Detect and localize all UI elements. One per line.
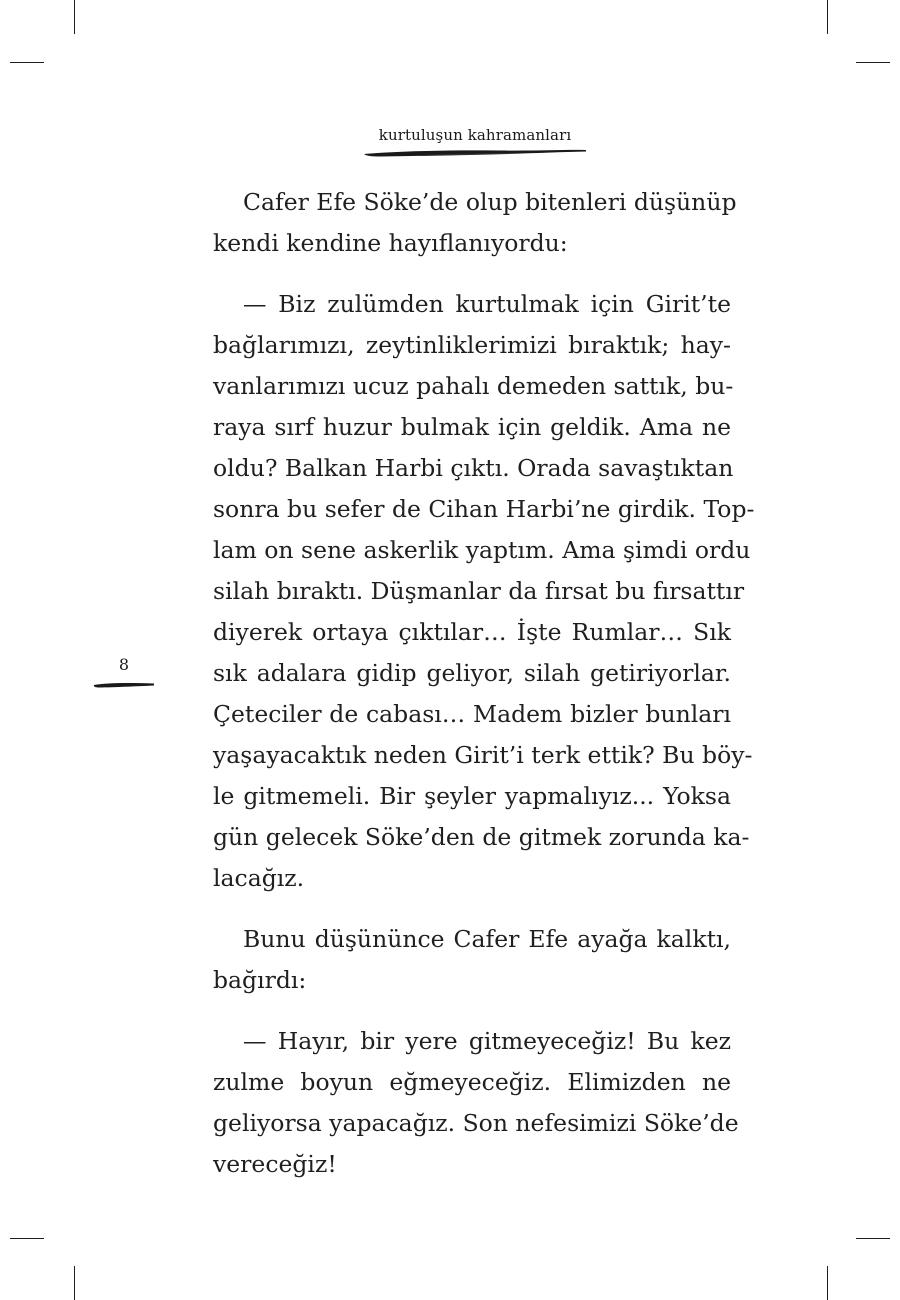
crop-mark-top-right xyxy=(827,0,828,34)
text-line: oldu? Balkan Harbi çıktı. Orada savaştıktan xyxy=(213,454,734,482)
text-line: le gitmemeli. Bir şeyler yapmalıyız... Yoksa xyxy=(213,782,731,810)
text-line: Çeteciler de cabası… Madem bizler bunları xyxy=(213,700,731,728)
text-line: sonra bu sefer de Cihan Harbi’ne girdik. Top- xyxy=(213,495,755,523)
text-line: geliyorsa yapacağız. Son nefesimizi Söke’de xyxy=(213,1109,739,1137)
text-line: kendi kendine hayıflanıyordu: xyxy=(213,229,568,257)
paragraph-3 xyxy=(213,919,731,1001)
text-line: raya sırf huzur bulmak için geldik. Ama ne xyxy=(213,413,731,441)
text-line: silah bıraktı. Düşmanlar da fırsat bu fırsattır xyxy=(213,577,745,605)
page-number-brush-stroke xyxy=(92,680,156,690)
crop-mark-right-top xyxy=(856,62,890,63)
text-line: bağırdı: xyxy=(213,966,307,994)
page-number xyxy=(92,655,156,690)
text-line: sık adalara gidip geliyor, silah getiriyorlar. xyxy=(213,659,731,687)
page-number-text: 8 xyxy=(118,655,130,674)
text-line: zulme boyun eğmeyeceğiz. Elimizden ne xyxy=(213,1068,731,1096)
text-line: lacağız. xyxy=(213,864,305,892)
running-header-title: kurtuluşun kahramanları xyxy=(378,126,572,144)
text-line: yaşayacaktık neden Girit’i terk ettik? Bu böy- xyxy=(213,741,753,769)
paragraph-1 xyxy=(213,182,737,264)
crop-mark-left-bottom xyxy=(10,1238,44,1239)
text-line: bağlarımızı, zeytinliklerimizi bıraktık; hay- xyxy=(213,331,731,359)
text-line: Bunu düşününce Cafer Efe ayağa kalktı, xyxy=(243,925,731,953)
text-line: Cafer Efe Söke’de olup bitenleri düşünüp xyxy=(243,188,737,216)
body-text xyxy=(213,182,755,1185)
text-line: vanlarımızı ucuz pahalı demeden sattık, bu- xyxy=(213,372,734,400)
text-line: lam on sene askerlik yaptım. Ama şimdi ordu xyxy=(213,536,751,564)
text-line: diyerek ortaya çıktılar… İşte Rumlar… Sık xyxy=(213,618,731,646)
crop-mark-bottom-right xyxy=(827,1266,828,1300)
crop-mark-left-top xyxy=(10,62,44,63)
text-line: — Hayır, bir yere gitmeyeceğiz! Bu kez xyxy=(243,1027,731,1055)
crop-mark-bottom-left xyxy=(74,1266,75,1300)
crop-mark-top-left xyxy=(74,0,75,34)
text-line: — Biz zulümden kurtulmak için Girit’te xyxy=(243,290,731,318)
running-header xyxy=(360,126,590,159)
paragraph-2 xyxy=(213,284,755,899)
brush-stroke-ornament xyxy=(360,147,590,159)
text-line: gün gelecek Söke’den de gitmek zorunda ka- xyxy=(213,823,750,851)
text-line: vereceğiz! xyxy=(213,1150,337,1178)
crop-mark-right-bottom xyxy=(856,1238,890,1239)
paragraph-4 xyxy=(213,1021,739,1185)
